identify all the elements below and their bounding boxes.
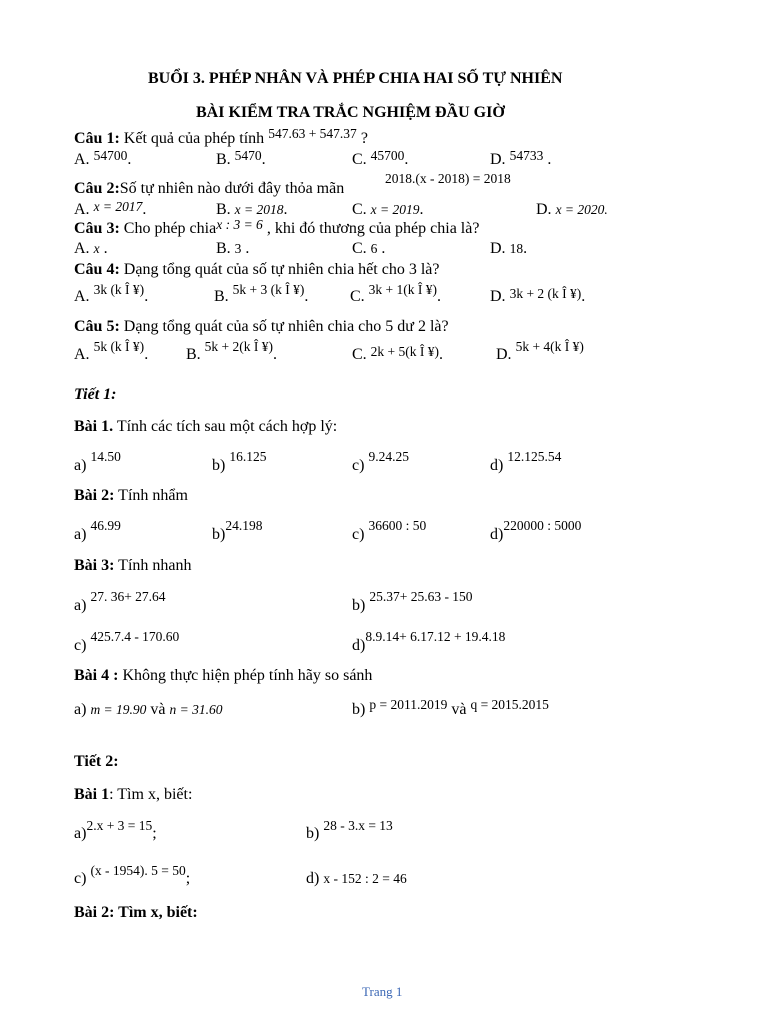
t2-ex1-item-d [306,870,407,888]
option-letter: A. [74,346,94,363]
item-expr: p = 2011.2019 [369,697,448,712]
option-value: 3 [234,241,242,256]
option-value: 5k + 2(k Î ¥) [204,339,274,354]
ex2-item-c [352,518,427,544]
item-label: d) [490,526,504,543]
q3-option-c: C. 6 . [352,240,386,257]
option-letter: C. [352,201,371,218]
item-expr: q = 2015.2015 [470,697,549,712]
option-letter: A. [74,288,94,305]
item-label: a) [74,457,87,474]
ex3-item-b [352,589,473,615]
item-expr: 220000 : 5000 [503,518,582,533]
item-label: c) [74,637,87,654]
question-1-expr: 547.63 + 547.37 [268,126,357,141]
question-4-text: Dạng tổng quát của số tự nhiên chia hết cho 3 là? [119,261,440,278]
item-expr: 425.7.4 - 170.60 [90,629,180,644]
question-5 [74,318,449,336]
question-5-label: Câu 5: [74,318,120,335]
ex3-item-c [74,629,180,655]
option-value: 54733 [509,148,544,163]
option-letter: A. [74,201,94,218]
q4-option-b: B. $^{5k + 3 (k Î ¥)}$. [214,282,309,305]
q1-option-b: B. $^{5470}$. [216,148,266,168]
ex3-item-a [74,589,166,615]
question-3-tail: , khi đó thương của phép chia là? [262,220,480,237]
item-expr: 46.99 [90,518,121,533]
item-expr: 14.50 [90,449,121,464]
question-3-text: Cho phép chia [119,220,217,237]
item-expr: (x - 1954). 5 = 50 [90,863,186,878]
t2-exercise-1 [74,786,192,804]
option-value: 45700 [370,148,405,163]
item-tail: ; [185,870,191,887]
option-letter: B. [216,240,235,257]
option-letter: C. [352,346,371,363]
exercise-3-text: Tính nhanh [114,557,192,574]
ex4-item-b [352,697,549,719]
option-letter: B. [214,288,233,305]
item-connector: và [146,701,170,718]
option-value: x [93,241,100,256]
exercise-1-label: Bài 1. [74,418,114,435]
option-letter: D. [490,240,510,257]
item-label: b) [212,457,226,474]
item-label: c) [352,457,365,474]
section-tiet-1: Tiết 1: [74,386,117,403]
q5-option-a: A. $^{5k (k Î ¥)}$. [74,339,149,363]
item-label: a) [74,701,91,718]
option-value: 3k (k Î ¥) [93,282,145,297]
option-letter: D. [490,151,510,168]
q3-option-a: A. x . [74,240,108,257]
option-value: 54700 [93,148,128,163]
item-expr: 28 - 3.x = 13 [323,818,393,833]
question-5-text: Dạng tổng quát của số tự nhiên chia cho 5 dư 2 là? [119,318,449,335]
q5-option-c: C. 2k + 5(k Î ¥). [352,344,444,363]
question-1-tail: ? [356,130,368,147]
item-expr: 25.37+ 25.63 - 150 [369,589,473,604]
item-expr: 36600 : 50 [368,518,427,533]
item-expr: x - 152 : 2 = 46 [323,871,407,886]
option-letter: C. [352,151,371,168]
exercise-4 [74,667,372,685]
option-value: 3k + 2 (k Î ¥) [509,286,582,301]
option-letter: B. [186,346,205,363]
q4-option-c: C. $^{3k + 1(k Î ¥)}$. [350,282,442,305]
section-tiet-2: Tiết 2: [74,753,119,770]
q5-option-d [496,339,584,364]
item-label: d) [490,457,504,474]
item-label: d) [352,637,366,654]
item-connector: và [447,701,471,718]
item-label: c) [352,526,365,543]
option-value: x = 2020. [555,202,608,217]
ex1-item-d [490,449,562,475]
exercise-3-label: Bài 3: [74,557,115,574]
question-3-expr: x : 3 = 6 [216,217,263,232]
q2-option-c: C. x = 2019. [352,201,424,218]
exercise-1 [74,418,337,436]
item-expr: n = 31.60 [169,702,223,717]
t2-exercise-2: Bài 2: Tìm x, biết: [74,904,198,921]
option-value: 2k + 5(k Î ¥) [370,344,440,359]
ex1-item-a [74,449,121,475]
ex4-item-a [74,701,223,719]
item-label: a) [74,825,87,842]
ex3-item-d [352,629,506,655]
item-label: d) [306,870,320,887]
exercise-2-label: Bài 2: [74,487,115,504]
exercise-1-text: Tính các tích sau một cách hợp lý: [113,418,338,435]
q5-option-b: B. $^{5k + 2(k Î ¥)}$. [186,339,278,363]
item-expr: m = 19.90 [90,702,147,717]
option-letter: C. [352,240,371,257]
option-value: x = 2019 [370,202,420,217]
option-letter: A. [74,240,94,257]
ex1-item-b [212,449,267,475]
exercise-4-text: Không thực hiện phép tính hãy so sánh [118,667,373,684]
option-letter: B. [216,151,235,168]
question-1-text: Kết quả của phép tính [119,130,269,147]
t2-exercise-1-label: Bài 1 [74,786,110,803]
exercise-2-text: Tính nhẩm [114,487,188,504]
option-value: 5k + 4(k Î ¥) [515,339,584,354]
question-3-label: Câu 3: [74,220,120,237]
t2-ex1-item-a [74,818,157,843]
exercise-2 [74,487,188,505]
q1-option-a: A. $^{54700}$. [74,148,132,168]
option-value: 5k + 3 (k Î ¥) [232,282,305,297]
item-label: a) [74,526,87,543]
option-letter: D. [536,201,556,218]
exercise-4-label: Bài 4 : [74,667,119,684]
item-label: b) [352,701,370,718]
question-1 [74,126,368,148]
question-2 [74,180,344,198]
ex2-item-a [74,518,121,544]
item-tail: ; [152,825,157,842]
item-label: b) [306,825,320,842]
question-4-label: Câu 4: [74,261,120,278]
t2-ex1-item-b [306,818,393,843]
question-4 [74,261,439,279]
option-value: 5470 [234,148,262,163]
t2-exercise-1-text: : Tìm x, biết: [109,786,193,803]
q2-option-d [536,201,608,219]
item-expr: 8.9.14+ 6.17.12 + 19.4.18 [365,629,506,644]
option-letter: A. [74,151,94,168]
option-value: 6 [370,241,378,256]
title-line-2: BÀI KIỂM TRA TRẮC NGHIỆM ĐẦU GIỜ [196,104,505,121]
q1-option-d: D. $^{54733}$ . [490,148,552,168]
item-label: a) [74,597,87,614]
q4-option-a: A. $^{3k (k Î ¥)}$. [74,282,149,305]
item-label: b) [352,597,366,614]
q2-option-a: A. x = 2017. [74,199,147,218]
ex1-item-c [352,449,409,475]
title-line-1: BUỔI 3. PHÉP NHÂN VÀ PHÉP CHIA HAI SỐ TỰ NHIÊN [148,70,563,87]
ex2-item-d [490,518,582,544]
question-1-label: Câu 1: [74,130,120,147]
q1-option-c: C. $^{45700}$. [352,148,409,168]
q4-option-d: D. 3k + 2 (k Î ¥). [490,286,586,305]
t2-ex1-item-c [74,863,191,888]
item-expr: 16.125 [229,449,267,464]
item-label: b) [212,526,226,543]
item-expr: 24.198 [225,518,263,533]
q3-option-b: B. 3 . [216,240,250,257]
option-value: 18 [509,241,524,256]
option-value: x = 2018 [234,202,284,217]
item-label: c) [74,870,87,887]
option-letter: C. [350,288,369,305]
exercise-3 [74,557,191,575]
item-expr: 27. 36+ 27.64 [90,589,166,604]
ex2-item-b [212,518,263,544]
item-expr: 12.125.54 [507,449,562,464]
option-letter: D. [490,288,510,305]
option-value: 3k + 1(k Î ¥) [368,282,438,297]
question-2-expr: 2018.(x - 2018) = 2018 [385,171,511,186]
question-2-label: Câu 2: [74,180,120,197]
option-letter: D. [496,346,516,363]
question-2-text: Số tự nhiên nào dưới đây thỏa mãn [119,180,345,197]
item-expr: 9.24.25 [368,449,409,464]
item-expr: 2.x + 3 = 15 [86,818,153,833]
option-value: 5k (k Î ¥) [93,339,145,354]
option-value: x = 2017 [93,199,143,214]
option-letter: B. [216,201,235,218]
q3-option-d: D. 18. [490,240,528,257]
page-number: Trang 1 [362,984,403,999]
question-3 [74,217,480,238]
q2-option-b: B. x = 2018. [216,201,288,218]
